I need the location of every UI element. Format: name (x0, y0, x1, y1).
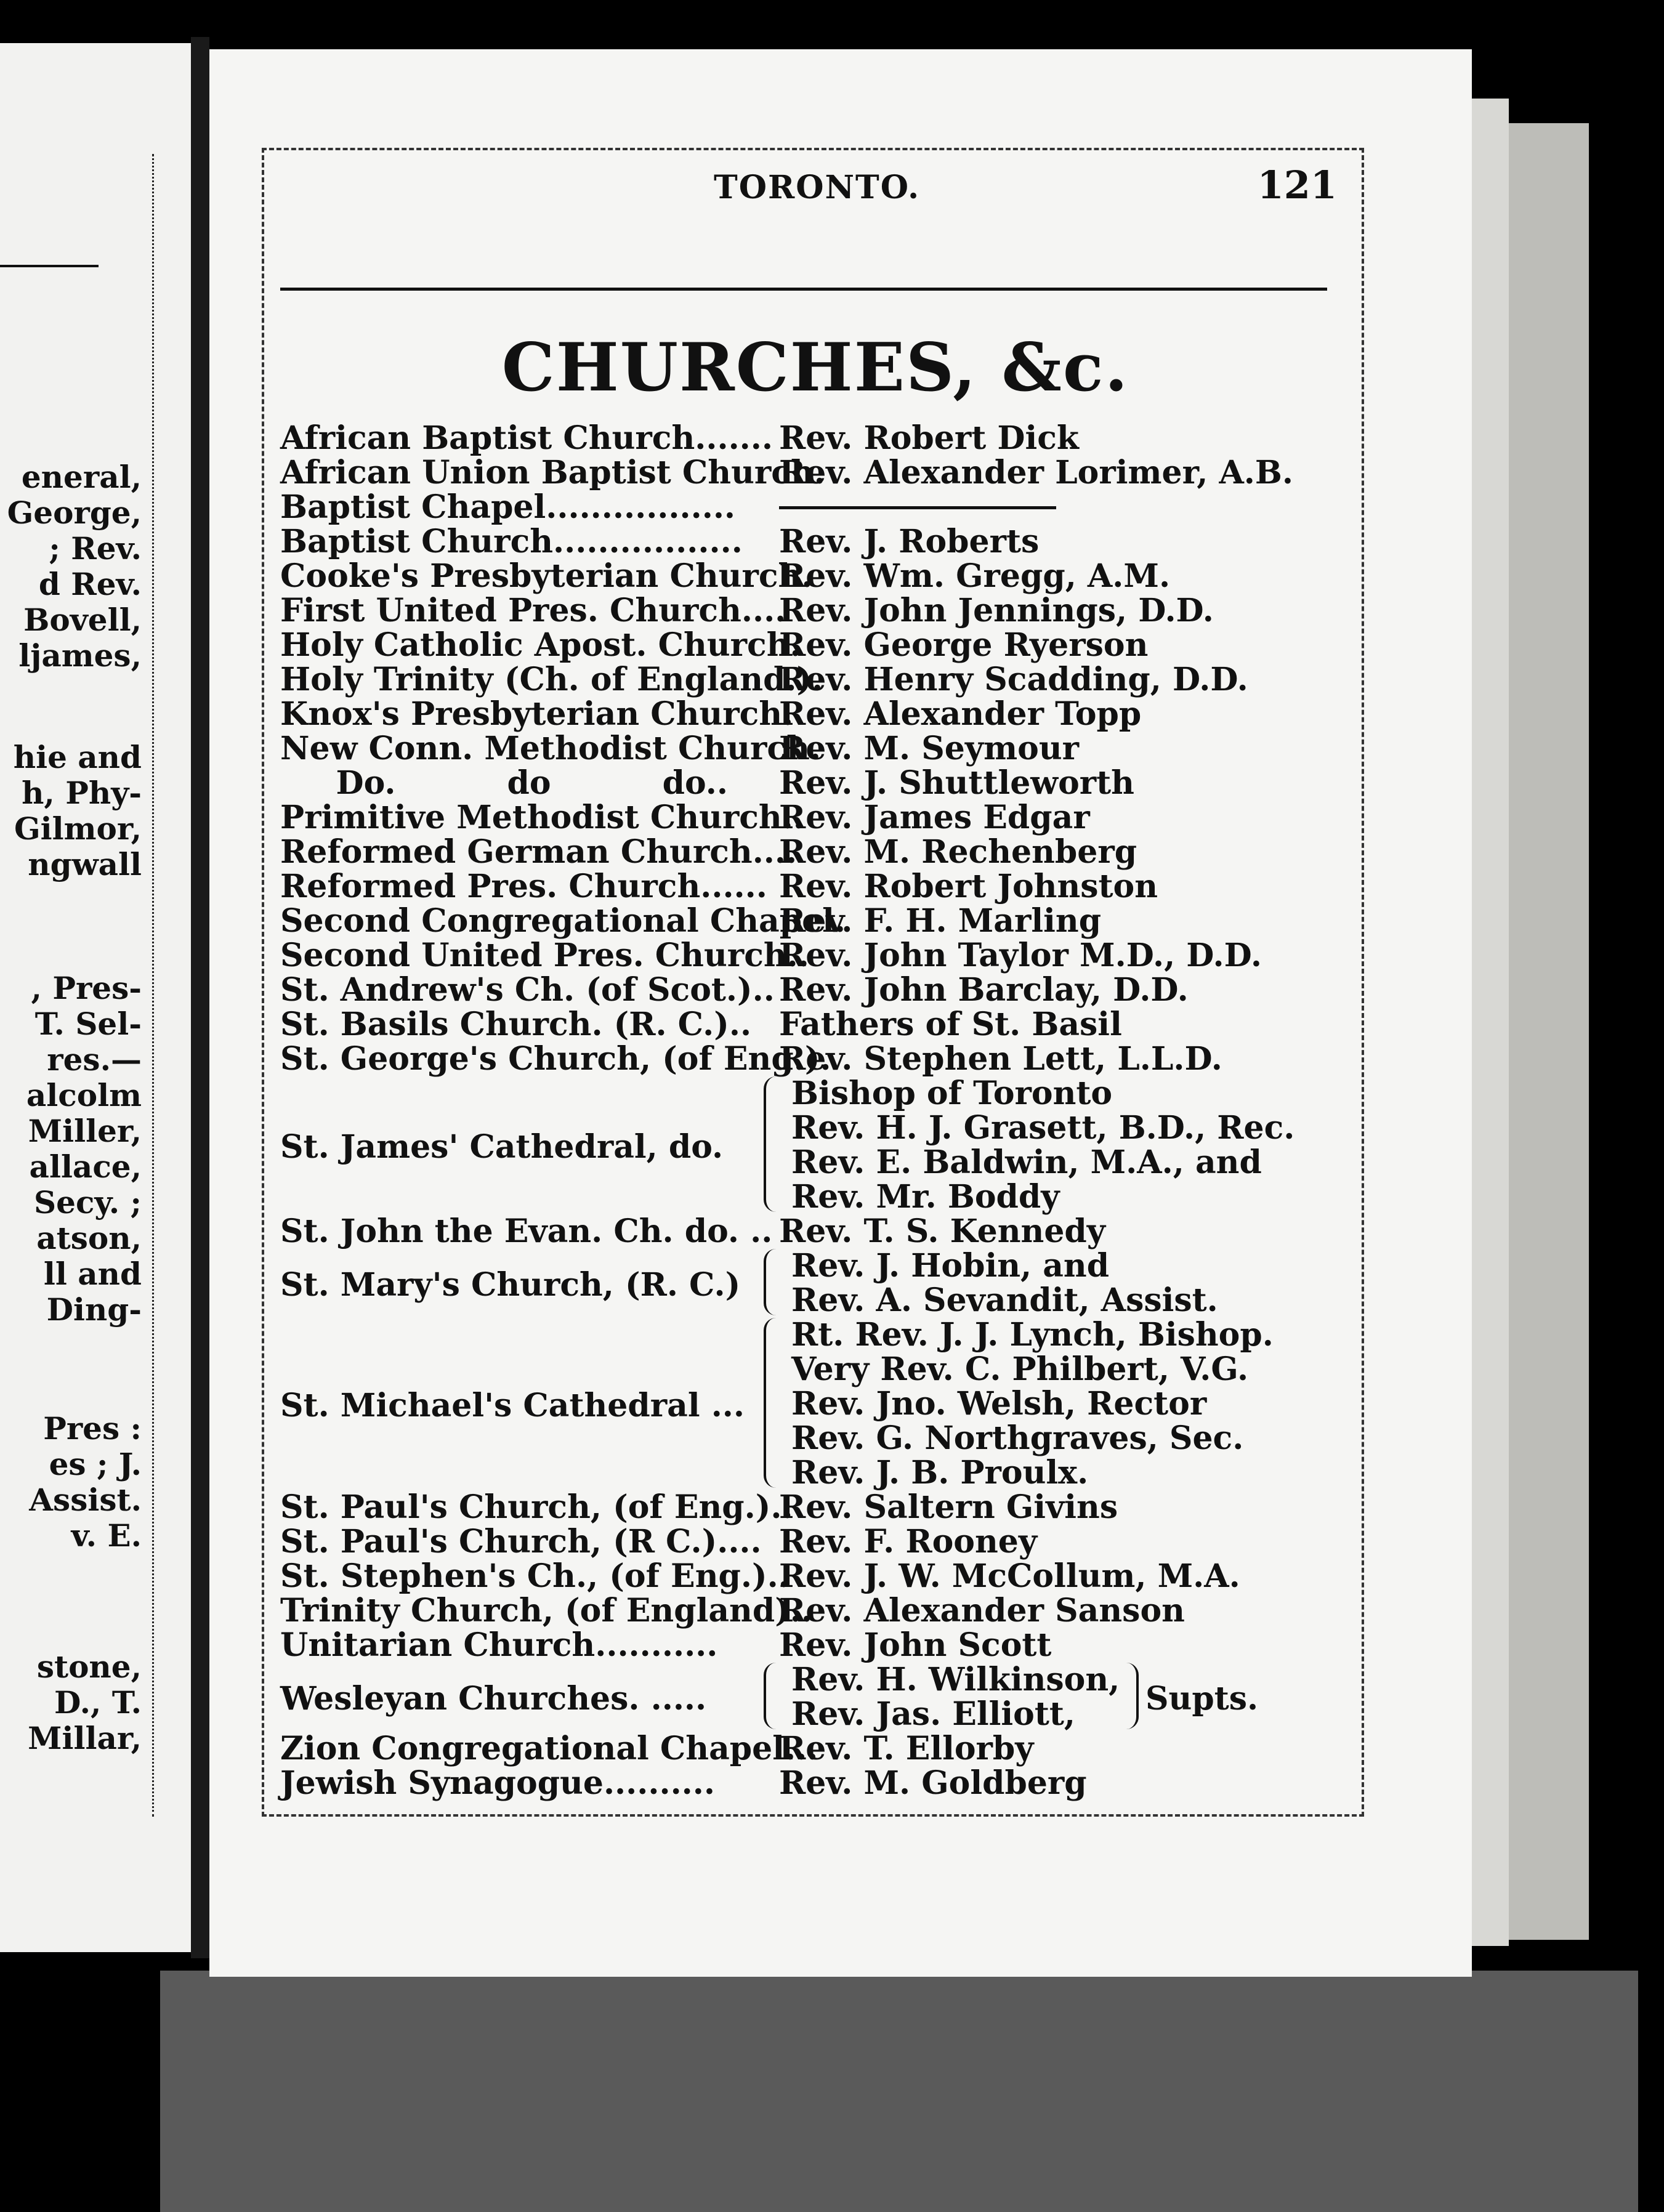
facing-line: ll and (43, 1256, 142, 1292)
page-title: CHURCHES, &c. (501, 329, 1129, 406)
facing-line: res.— (47, 1041, 142, 1078)
running-head: TORONTO. (714, 169, 921, 206)
list-item (280, 559, 1346, 594)
role-label: Supts. (1145, 1680, 1259, 1718)
list-item (280, 904, 1346, 938)
church-name: Second United Pres. Church.. (280, 937, 809, 974)
pastor-name: Rev. T. Ellorby (779, 1730, 1034, 1767)
church-name: St. Mary's Church, (R. C.) (280, 1266, 741, 1304)
church-name: St. James' Cathedral, do. (280, 1128, 724, 1166)
facing-line: Bovell, (23, 602, 142, 638)
list-item (280, 628, 1346, 663)
list-item (280, 594, 1346, 628)
church-name: Baptist Church................. (280, 523, 743, 560)
church-name: Holy Catholic Apost. Church. (280, 626, 801, 664)
church-name: St. Basils Church. (R. C.).. (280, 1006, 752, 1043)
brace (764, 1663, 785, 1729)
pastor-name: Rev. Mr. Boddy (791, 1178, 1060, 1216)
pastor-name: Rt. Rev. J. J. Lynch, Bishop. (791, 1316, 1274, 1354)
list-item (280, 663, 1346, 697)
list-item (280, 456, 1346, 490)
page-number: 121 (1257, 163, 1337, 208)
pastor-name: Rev. J. Shuttleworth (779, 764, 1134, 802)
facing-line: T. Sel- (34, 1006, 142, 1042)
brace (764, 1318, 785, 1488)
pastor-name: Rev. J. B. Proulx. (791, 1454, 1089, 1491)
page-edges-outer (1509, 123, 1589, 1940)
church-name: St. Paul's Church, (of Eng.).. (280, 1488, 793, 1526)
pastor-name: Rev. John Scott (779, 1626, 1052, 1664)
header-rule (280, 288, 1327, 291)
facing-line: Gilmor, (14, 810, 142, 847)
facing-line: alcolm (26, 1077, 142, 1113)
closing-brace (1118, 1663, 1139, 1729)
pastor-name: Rev. F. Rooney (779, 1523, 1038, 1560)
list-item-group (280, 1318, 1346, 1490)
pastor-name: Rev. Saltern Givins (779, 1488, 1118, 1526)
church-name: First United Pres. Church.... (280, 592, 786, 629)
list-item (280, 1559, 1346, 1594)
pastor-name: Rev. Robert Dick (779, 419, 1079, 457)
pastor-name: Bishop of Toronto (791, 1075, 1113, 1112)
facing-line: D., T. (54, 1684, 142, 1721)
facing-page-border (151, 154, 154, 1817)
facing-line: h, Phy- (22, 775, 142, 811)
list-item (280, 1490, 1346, 1525)
pastor-name: Rev. H. J. Grasett, B.D., Rec. (791, 1109, 1295, 1147)
list-item-group (280, 1076, 1346, 1214)
churches-list (280, 421, 1346, 1801)
page-edges (1472, 99, 1509, 1946)
church-name: African Union Baptist Church. (280, 454, 825, 491)
pastor-name: Fathers of St. Basil (779, 1006, 1122, 1043)
list-item (280, 525, 1346, 559)
church-name: Baptist Chapel................. (280, 488, 736, 526)
pastor-name: Rev. John Jennings, D.D. (779, 592, 1214, 629)
church-name: St. John the Evan. Ch. do. .. (280, 1213, 773, 1250)
church-name: Cooke's Presbyterian Church. (280, 557, 813, 595)
pastor-name: Rev. Alexander Topp (779, 695, 1142, 733)
page-shadow (160, 1971, 1638, 2212)
clergy-list (791, 1318, 1274, 1490)
facing-page (0, 43, 191, 1952)
facing-line: , Pres- (31, 970, 142, 1006)
pastor-name: Rev. John Barclay, D.D. (779, 971, 1189, 1009)
church-name: New Conn. Methodist Church. (280, 730, 822, 767)
list-item (280, 870, 1346, 904)
pastor-name: Rev. M. Seymour (779, 730, 1080, 767)
facing-line: stone, (36, 1649, 142, 1685)
facing-line: atson, (36, 1220, 142, 1256)
pastor-name: Rev. A. Sevandit, Assist. (791, 1282, 1218, 1319)
list-item (280, 1594, 1346, 1628)
church-name: Zion Congregational Chapel... (280, 1730, 818, 1767)
church-name: Do. do do.. (280, 764, 728, 802)
list-item (280, 1766, 1346, 1801)
pastor-name: Rev. Wm. Gregg, A.M. (779, 557, 1171, 595)
pastor-name: Rev. M. Goldberg (779, 1764, 1087, 1802)
church-name: Second Congregational Chapel. (280, 902, 846, 940)
facing-line: Ding- (46, 1291, 142, 1328)
facing-line: v. E. (71, 1517, 142, 1554)
brace (764, 1076, 785, 1212)
facing-line: allace, (29, 1148, 142, 1185)
list-item-group (280, 1663, 1346, 1732)
pastor-name: Rev. Henry Scadding, D.D. (779, 661, 1248, 698)
church-name: African Baptist Church....... (280, 419, 773, 457)
church-name: St. Paul's Church, (R C.).... (280, 1523, 762, 1560)
clergy-list (791, 1663, 1120, 1732)
list-item (280, 1628, 1346, 1663)
list-item (280, 766, 1346, 801)
facing-line: d Rev. (38, 566, 142, 602)
pastor-name: Rev. Alexander Sanson (779, 1592, 1185, 1629)
facing-line: Miller, (28, 1113, 142, 1149)
list-item (280, 1042, 1346, 1076)
pastor-name: Rev. H. Wilkinson, (791, 1661, 1120, 1698)
church-name: Knox's Presbyterian Church. (280, 695, 794, 733)
facing-line: Millar, (28, 1720, 142, 1756)
facing-line: hie and (13, 739, 142, 775)
church-name: Wesleyan Churches. ..... (280, 1680, 707, 1718)
pastor-name: Rev. George Ryerson (779, 626, 1149, 664)
pastor-name: Rev. John Taylor M.D., D.D. (779, 937, 1262, 974)
church-name: St. George's Church, (of Eng.). (280, 1040, 831, 1078)
running-header (264, 163, 1362, 224)
pastor-name: Rev. Jno. Welsh, Rector (791, 1385, 1207, 1423)
pastor-name: Rev. James Edgar (779, 799, 1090, 836)
church-name: Reformed German Church.... (280, 833, 798, 871)
church-name: Trinity Church, (of England).. (280, 1592, 813, 1629)
clergy-list (791, 1076, 1294, 1214)
list-item (280, 801, 1346, 835)
pastor-name: Rev. Alexander Lorimer, A.B. (779, 454, 1293, 491)
facing-page-rule (0, 265, 99, 267)
church-name: Reformed Pres. Church...... (280, 868, 767, 905)
church-name: St. Michael's Cathedral ... (280, 1387, 745, 1424)
pastor-name: Rev. J. Roberts (779, 523, 1040, 560)
facing-line: es ; J. (49, 1446, 142, 1482)
ornamental-border (262, 148, 1364, 1817)
pastor-name: Rev. E. Baldwin, M.A., and (791, 1144, 1262, 1181)
church-name: Jewish Synagogue.......... (280, 1764, 715, 1802)
church-name: Primitive Methodist Church.. (280, 799, 804, 836)
pastor-name: Rev. M. Rechenberg (779, 833, 1137, 871)
list-item (280, 421, 1346, 456)
list-item (280, 1007, 1346, 1042)
book-spine (191, 37, 209, 1958)
church-name: Unitarian Church........... (280, 1626, 718, 1664)
pastor-name: Rev. G. Northgraves, Sec. (791, 1419, 1244, 1457)
facing-line: George, (7, 494, 142, 531)
pastor-name: Rev. Jas. Elliott, (791, 1695, 1075, 1733)
list-item (280, 490, 1346, 525)
list-item (280, 973, 1346, 1007)
list-item (280, 1525, 1346, 1559)
list-item (280, 938, 1346, 973)
facing-line: Pres : (43, 1410, 142, 1447)
clergy-list (791, 1249, 1218, 1318)
vacant-rule (779, 506, 1056, 509)
facing-line: Secy. ; (34, 1184, 142, 1221)
list-item (280, 697, 1346, 732)
facing-line: ngwall (28, 846, 142, 882)
pastor-name: Rev. J. W. McCollum, M.A. (779, 1557, 1240, 1595)
list-item (280, 1214, 1346, 1249)
pastor-name: Rev. Stephen Lett, L.L.D. (779, 1040, 1222, 1078)
church-name: St. Andrew's Ch. (of Scot.).. (280, 971, 775, 1009)
directory-page (209, 49, 1472, 1977)
facing-line: ljames, (18, 637, 142, 674)
facing-line: eneral, (21, 459, 142, 495)
church-name: Holy Trinity (Ch. of England.). (280, 661, 823, 698)
brace (764, 1249, 785, 1315)
facing-line: Assist. (29, 1482, 142, 1518)
pastor-name: Rev. T. S. Kennedy (779, 1213, 1106, 1250)
church-name: St. Stephen's Ch., (of Eng.).. (280, 1557, 790, 1595)
list-item-group (280, 1249, 1346, 1318)
pastor-name: Very Rev. C. Philbert, V.G. (791, 1350, 1249, 1388)
list-item (280, 835, 1346, 870)
pastor-name: Rev. F. H. Marling (779, 902, 1102, 940)
pastor-name: Rev. J. Hobin, and (791, 1247, 1110, 1285)
list-item (280, 732, 1346, 766)
pastor-name: Rev. Robert Johnston (779, 868, 1158, 905)
facing-line: ; Rev. (49, 530, 142, 567)
list-item (280, 1732, 1346, 1766)
